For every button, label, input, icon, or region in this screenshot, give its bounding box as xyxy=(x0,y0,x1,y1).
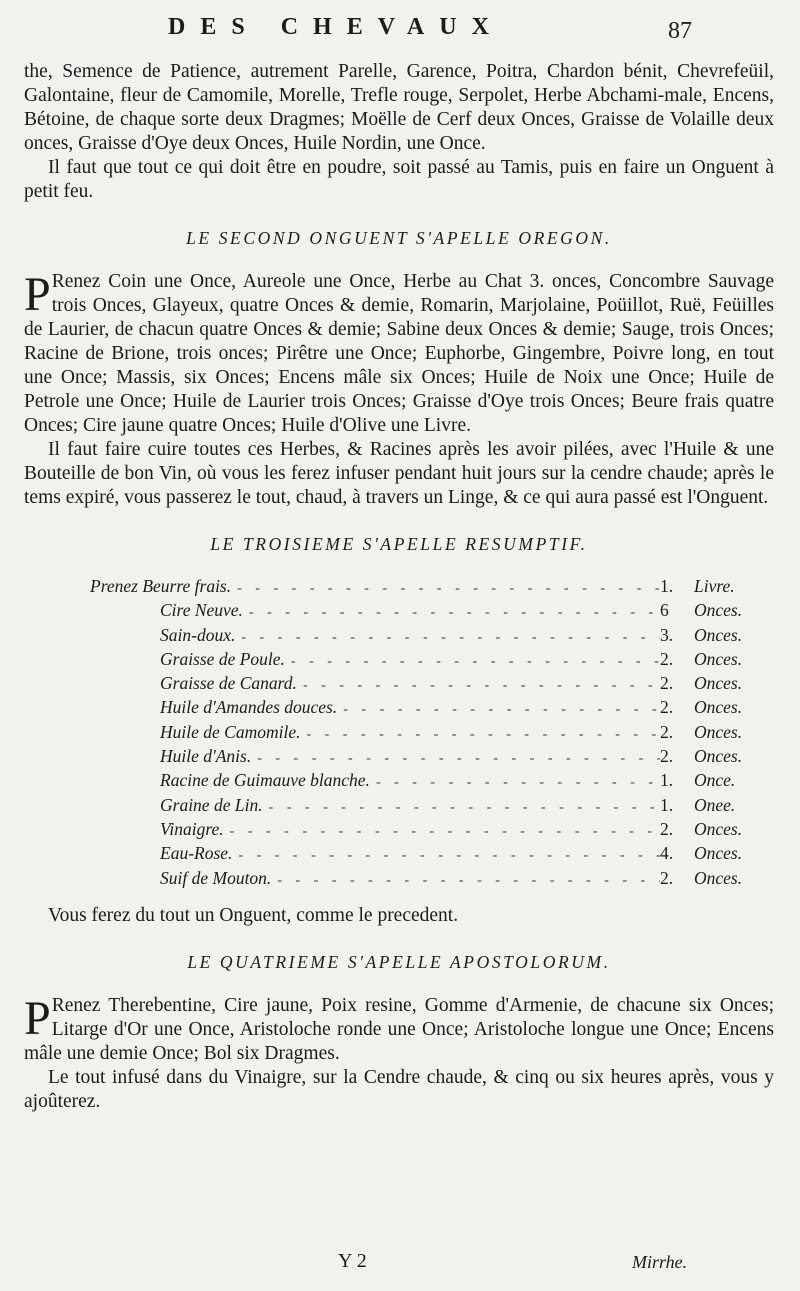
ingredient-quantity: 2. xyxy=(660,867,674,888)
ingredient-row xyxy=(24,843,774,867)
ingredient-name: Eau-Rose. xyxy=(160,843,233,864)
ingredient-row xyxy=(24,673,774,697)
leader-dots xyxy=(243,605,660,621)
section-4-paragraph-1 xyxy=(24,991,774,1066)
ingredient-unit: Onces. xyxy=(694,867,743,888)
ingredient-unit: Onces. xyxy=(694,721,743,742)
ingredient-name: Vinaigre. xyxy=(160,818,224,839)
signature-mark: Y 2 xyxy=(338,1250,367,1272)
ingredient-row xyxy=(24,795,774,819)
ingredient-quantity: 4. xyxy=(660,843,674,864)
leader-dots xyxy=(285,654,660,670)
page-footer xyxy=(0,1250,800,1280)
ingredient-unit: Onces. xyxy=(694,600,743,621)
leader-dots xyxy=(224,824,660,840)
leader-dots xyxy=(263,800,660,816)
ingredient-name: Graine de Lin. xyxy=(160,794,263,815)
ingredient-row xyxy=(24,697,774,721)
ingredient-unit: Onces. xyxy=(694,843,743,864)
section-2-text: Renez Coin une Once, Aureole une Once, Herbe au Chat 3. onces, Concombre Sauvage trois Onces, Glayeux, quatre Onces & demie, Romarin, Marjolaine, Poüillot, Ruë, Feüilles de Laurier, de chacun quatre Onces & demie; Sabine deux Onces & demie; Sauge, trois Onces; Racine de Brione, trois onces; Pirêtre une Once; Euphorbe, Gingembre, Poivre long, en tout une Once; Massis, six Onces; Encens mâle six Onces; Huile de Noix une Once; Huile de Petrole une Once; Huile de Laurier trois Onces; Graisse d'Oye trois Onces; Beure frais quatre Onces; Cire jaune quatre Onces; Huile d'Olive une Livre. xyxy=(24,271,774,436)
opening-paragraph: the, Semence de Patience, autrement Parelle, Garence, Poitra, Chardon bénit, Chevrefeüil, Galontaine, fleur de Camomile, Morelle, Trefle rouge, Serpolet, Herbe Abchami-male, Encens, Bétoine, de chaque sorte deux Dragmes; Moëlle de Cerf deux Onces, Graisse de Volaille deux onces, Graisse d'Oye deux Onces, Huile Nordin, une Once. xyxy=(24,61,774,154)
ingredient-name: Graisse de Canard. xyxy=(160,673,297,694)
section-2-heading: LE SECOND ONGUENT S'APELLE OREGON. xyxy=(186,228,612,248)
ingredient-row xyxy=(24,722,774,746)
ingredient-unit: Once. xyxy=(694,770,736,791)
ingredient-row xyxy=(24,746,774,770)
ingredient-quantity: 2. xyxy=(660,673,674,694)
ingredient-name: Prenez Beurre frais. xyxy=(90,576,232,596)
ingredient-quantity: 2. xyxy=(660,648,674,669)
ingredient-row xyxy=(24,600,774,624)
page-number: 87 xyxy=(668,18,692,44)
leader-dots xyxy=(232,848,660,864)
catchword: Mirrhe. xyxy=(632,1252,688,1272)
section-3-heading: LE TROISIEME S'APELLE RESUMPTIF. xyxy=(210,534,588,554)
opening-paragraph-2: Il faut que tout ce qui doit être en poudre, soit passé au Tamis, puis en faire un Onguent à petit feu. xyxy=(24,157,774,202)
section-4-paragraph-2: Le tout infusé dans du Vinaigre, sur la Cendre chaude, & cinq ou six heures après, vous y ajoûterez. xyxy=(24,1066,774,1112)
drop-cap: P xyxy=(24,268,51,321)
ingredient-unit: Livre. xyxy=(694,576,735,596)
section-4-text: Renez Therebentine, Cire jaune, Poix resine, Gomme d'Armenie, de chacune six Onces; Litarge d'Or une Once, Aristoloche ronde une Once; Aristoloche longue une Once; Encens mâle une demie Once; Bol six Dragmes. xyxy=(24,994,774,1064)
ingredient-row xyxy=(24,576,774,600)
ingredient-row xyxy=(24,649,774,673)
section-2-paragraph-2: Il faut faire cuire toutes ces Herbes, & Racines après les avoir pilées, avec l'Huile & une Bouteille de bon Vin, où vous les ferez infuser pendant huit jours sur la cendre chaude; après le tems expiré, vous passerez le tout, chaud, à travers un Linge, & ce qui aura passé est l'Onguent. xyxy=(24,439,774,508)
leader-dots xyxy=(271,873,660,889)
section-4-heading: LE QUATRIEME S'APELLE APOSTOLORUM. xyxy=(187,951,611,972)
running-title: DES CHEVAUX xyxy=(168,14,504,40)
ingredient-quantity: 2. xyxy=(660,818,674,839)
ingredient-name: Huile d'Anis. xyxy=(160,746,252,767)
ingredient-unit: Onces. xyxy=(694,648,743,669)
ingredient-quantity: 6 xyxy=(660,600,669,621)
leader-dots xyxy=(251,751,660,767)
ingredient-name: Huile de Camomile. xyxy=(160,721,301,742)
ingredient-row xyxy=(24,770,774,794)
ingredient-quantity: 2. xyxy=(660,746,674,767)
ingredient-name: Racine de Guimauve blanche. xyxy=(160,770,370,791)
leader-dots xyxy=(297,678,660,694)
page-header xyxy=(0,14,800,48)
page-body xyxy=(24,60,774,1114)
ingredient-list xyxy=(24,576,774,892)
section-2-paragraph-1 xyxy=(24,270,774,438)
ingredient-quantity: 3. xyxy=(660,624,674,645)
ingredient-row xyxy=(24,868,774,892)
ingredient-row xyxy=(24,819,774,843)
leader-dots xyxy=(337,702,660,718)
section-3-closing: Vous ferez du tout un Onguent, comme le precedent. xyxy=(48,904,459,926)
ingredient-name: Graisse de Poule. xyxy=(160,648,285,669)
ingredient-unit: Onces. xyxy=(694,818,743,839)
ingredient-name: Huile d'Amandes douces. xyxy=(160,697,338,718)
ingredient-unit: Onces. xyxy=(694,746,743,767)
leader-dots xyxy=(235,630,660,646)
leader-dots xyxy=(231,581,660,597)
leader-dots xyxy=(300,727,660,743)
ingredient-quantity: 2. xyxy=(660,697,674,718)
ingredient-quantity: 2. xyxy=(660,721,674,742)
drop-cap: P xyxy=(24,991,51,1045)
ingredient-quantity: 1. xyxy=(660,576,674,596)
ingredient-unit: Onces. xyxy=(694,697,743,718)
ingredient-quantity: 1. xyxy=(660,770,674,791)
ingredient-name: Sain-doux. xyxy=(160,624,236,645)
ingredient-unit: Onces. xyxy=(694,624,743,645)
ingredient-row xyxy=(24,625,774,649)
leader-dots xyxy=(370,775,660,791)
ingredient-unit: Onces. xyxy=(694,673,743,694)
ingredient-unit: Onee. xyxy=(694,794,736,815)
ingredient-name: Cire Neuve. xyxy=(160,600,243,621)
ingredient-name: Suif de Mouton. xyxy=(160,867,272,888)
ingredient-quantity: 1. xyxy=(660,794,674,815)
